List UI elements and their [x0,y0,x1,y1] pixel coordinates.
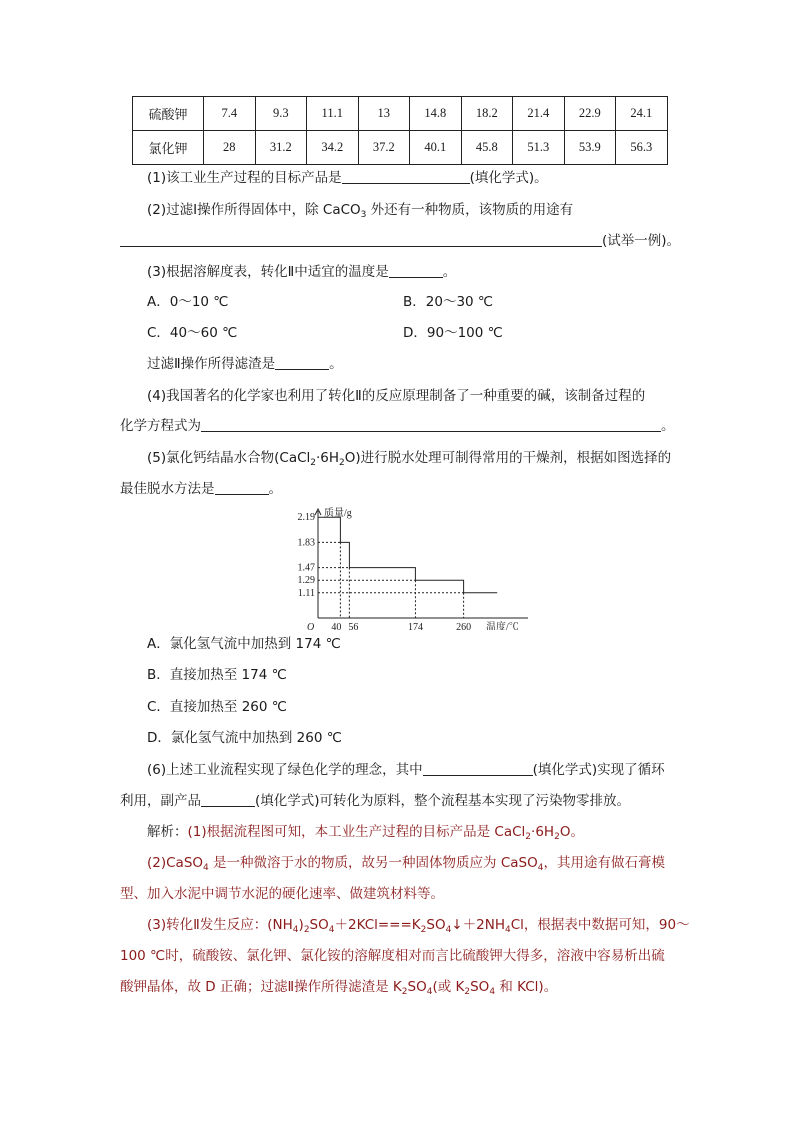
subscript: 4 [489,987,496,997]
question-text: (3)根据溶解度表，转化Ⅱ中适宜的温度是 [147,264,389,280]
y-axis-label: 质量/g [324,508,352,519]
question-text: 外还有一种物质，该物质的用途有 [366,202,574,218]
answer-text: 和 KCl)。 [495,979,558,995]
answer-text: SO [407,979,427,995]
dehydration-chart [290,505,540,630]
answer-paragraph-3 [147,915,690,935]
subscript: 3 [360,210,367,220]
x-tick-label: 260 [456,622,472,630]
question-text: (填化学式)可转化为原料，整个流程基本实现了污染物零排放。 [255,793,631,809]
row-name: 氯化钾 [133,131,204,165]
table-cell: 24.1 [616,97,668,131]
answer-text: O。 [559,824,584,840]
row-name: 硫酸钾 [133,97,204,131]
solubility-table [132,96,668,165]
chart-layer [298,506,529,630]
q5-option-b: B．直接加热至 174 ℃ [147,667,287,683]
option-b: B．20～30 ℃ [403,294,494,310]
answer-text: 酸钾晶体，故 D 正确；过滤Ⅱ操作所得滤渣是 K [120,979,402,995]
question-6-line-2 [120,791,630,811]
answer-text: ·6H [531,824,555,840]
table-cell: 18.2 [461,97,513,131]
subscript: 4 [537,863,544,873]
x-axis-label: 温度/℃ [486,622,519,630]
answer-blank [201,792,255,807]
question-text: O)进行脱水处理可制得常用的干燥剂，根据如图选择的 [344,450,672,466]
question-text: (填化学式)实现了循环 [532,762,665,778]
answer-paragraph-2 [147,853,665,873]
answer-paragraph-3-line-3 [120,977,557,997]
table-cell: 31.2 [255,131,307,165]
question-2 [147,200,573,220]
subscript: 2 [339,458,345,468]
table-cell: 13 [358,97,410,131]
table-cell: 53.9 [564,131,616,165]
q5-option-a: A．氯化氢气流中加热到 174 ℃ [147,636,341,652]
question-text: (填化学式)。 [469,170,548,186]
question-text: 。 [268,481,282,497]
table-cell: 21.4 [513,97,565,131]
question-4: (4)我国著名的化学家也利用了转化Ⅱ的反应原理制备了一种重要的碱，该制备过程的 [147,388,646,404]
table-cell: 51.3 [513,131,565,165]
subscript: 2 [420,925,427,935]
subscript: 4 [426,987,433,997]
y-tick-label: 2.19 [297,512,315,524]
table-cell: 56.3 [616,131,668,165]
subscript: 4 [445,925,452,935]
analysis-label: 解析： [147,824,188,840]
x-tick-label: 56 [348,622,359,630]
y-tick-label: 1.83 [297,537,315,549]
subscript: 2 [310,458,316,468]
question-1 [147,168,548,188]
question-text: 。 [329,356,343,372]
question-text: 利用，副产品 [120,793,201,809]
answer-blank [389,263,443,278]
question-5 [147,448,671,468]
subscript: 2 [554,832,560,842]
answer-text: SO [470,979,490,995]
subscript: 2 [401,987,408,997]
answer-text: 是一种微溶于水的物质，故另一种固体物质应为 CaSO [208,855,538,871]
subscript: 4 [328,925,335,935]
table-cell: 11.1 [307,97,359,131]
question-text: 。 [661,418,675,434]
y-tick-label: 1.11 [297,587,315,599]
answer-blank [120,232,602,247]
table-cell: 40.1 [410,131,462,165]
question-text: 过滤Ⅱ操作所得滤渣是 [147,356,276,372]
answer-blank [215,480,269,495]
subscript: 2 [303,925,310,935]
table-cell: 28 [204,131,256,165]
table-cell: 14.8 [410,97,462,131]
y-tick-label: 1.47 [297,562,315,574]
option-d: D．90～100 ℃ [403,325,503,341]
answer-paragraph-3-line-2: 100 ℃时，硫酸铵、氯化钾、氯化铵的溶解度相对而言比硫酸钾大得多，溶液中容易析出硫 [120,948,665,964]
answer-text: SO [309,917,329,933]
option-c: C．40～60 ℃ [147,325,238,341]
answer-text: (3)转化Ⅱ发生反应：(NH [147,917,293,933]
question-text: 。 [442,264,457,280]
question-6 [147,760,665,780]
q5-option-d: D．氯化氢气流中加热到 260 ℃ [147,730,342,746]
question-3-residue [147,354,343,374]
answer-text: ↓＋2NH [451,917,505,933]
answer-text: (1)根据流程图可知，本工业生产过程的目标产品是 CaCl [187,824,526,840]
question-5-line-2 [120,479,282,499]
answer-blank [201,417,661,432]
question-3 [147,262,456,282]
table-cell: 7.4 [204,97,256,131]
question-text: (试举一例)。 [602,233,681,249]
answer-blank [275,355,329,370]
answer-text: (2)CaSO [147,855,204,871]
answer-text: Cl，根据表中数据可知，90～ [510,917,690,933]
answer-text: ，其用途有做石膏模 [543,855,665,871]
answer-paragraph-1 [147,822,584,842]
question-text: 化学方程式为 [120,418,201,434]
subscript: 4 [203,863,209,873]
origin-label: O [307,622,315,630]
subscript: 2 [464,987,471,997]
answer-blank [423,761,533,776]
table-cell: 45.8 [461,131,513,165]
table-row [133,97,668,131]
answer-blank [342,169,470,184]
question-text: ·6H [316,450,340,466]
table-row [133,131,668,165]
subscript: 4 [504,925,511,935]
answer-text: ) [298,917,304,933]
question-text: (5)氯化钙结晶水合物(CaCl [147,450,311,466]
question-text: (1)该工业生产过程的目标产品是 [147,170,342,186]
question-text: (6)上述工业流程实现了绿色化学的理念，其中 [147,762,423,778]
subscript: 4 [292,925,299,935]
x-tick-label: 40 [331,622,342,630]
table-cell: 37.2 [358,131,410,165]
subscript: 2 [525,832,532,842]
answer-text: ＋2KCl===K [334,917,421,933]
question-4-line-2 [120,416,675,436]
table-cell: 22.9 [564,97,616,131]
question-text: 最佳脱水方法是 [120,481,215,497]
question-text: (2)过滤Ⅰ操作所得固体中，除 CaCO [147,202,361,218]
data-series-line [318,517,497,593]
y-tick-label: 1.29 [297,575,315,587]
table-cell: 9.3 [255,97,307,131]
answer-paragraph-2-line-2: 型、加入水泥中调节水泥的硬化速率、做建筑材料等。 [120,886,444,902]
answer-text: SO [426,917,446,933]
table-cell: 34.2 [307,131,359,165]
x-tick-label: 174 [407,622,423,630]
q5-option-c: C．直接加热至 260 ℃ [147,699,287,715]
answer-text: (或 K [432,979,465,995]
question-2-line-2 [120,231,680,251]
option-a: A．0～10 ℃ [147,294,229,310]
